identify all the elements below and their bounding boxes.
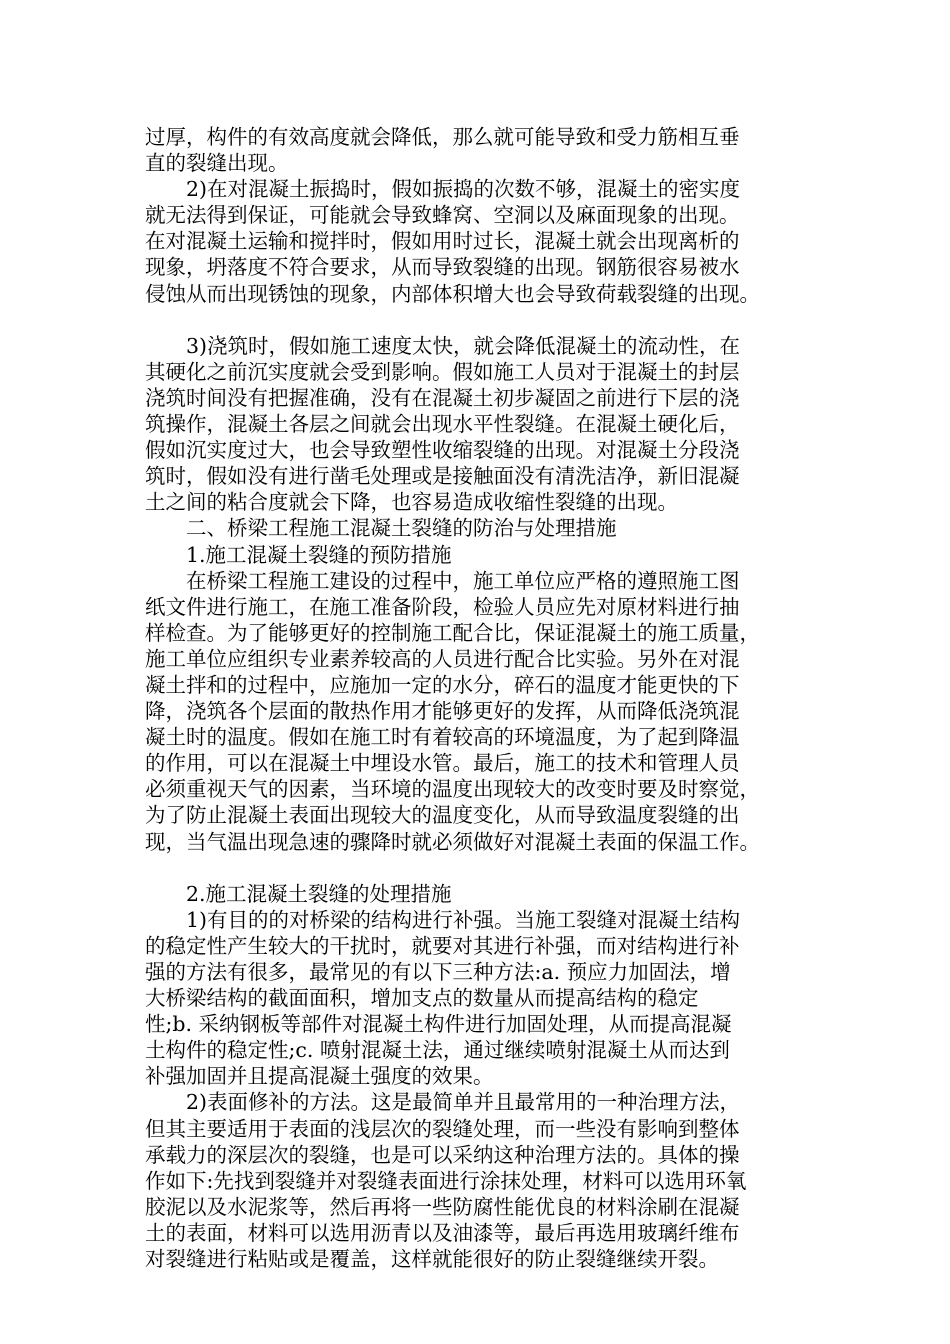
paragraph-prevention [145,568,817,855]
paragraph-vibration [145,176,817,306]
text-line: 降，浇筑各个层面的散热作用才能够更好的发挥，从而降低浇筑混 [145,699,740,724]
text-line: 纸文件进行施工，在施工准备阶段，检验人员应先对原材料进行抽 [145,594,740,619]
text-line: 大桥梁结构的截面面积，增加支点的数量从而提高结构的稳定 [145,986,699,1011]
text-line: 但其主要适用于表面的浅层次的裂缝处理，而一些没有影响到整体 [145,1116,740,1141]
section-heading [145,515,817,541]
subsection-heading-prevention [145,542,817,568]
text-line: 土构件的稳定性;c. 喷射混凝土法，通过继续喷射混凝土从而达到 [145,1038,730,1063]
text-line: 胶泥以及水泥浆等，然后再将一些防腐性能优良的材料涂刷在混凝 [145,1194,740,1219]
text-line: 现，当气温出现急速的骤降时就必须做好对混凝土表面的保温工作。 [145,829,760,854]
heading-text: 1.施工混凝土裂缝的预防措施 [186,542,452,567]
text-line: 样检查。为了能够更好的控制施工配合比，保证混凝土的施工质量， [145,620,760,645]
text-line: 现象，坍落度不符合要求，从而导致裂缝的出现。钢筋很容易被水 [145,255,740,280]
text-line: 必须重视天气的因素，当环境的温度出现较大的改变时要及时察觉， [145,777,760,802]
paragraph-surface-repair [145,1089,817,1272]
text-line: 在对混凝土运输和搅拌时，假如用时过长，混凝土就会出现离析的 [145,229,740,254]
text-line: 的稳定性产生较大的干扰时，就要对其进行补强，而对结构进行补 [145,933,740,958]
text-line: 筑操作，混凝土各层之间就会出现水平性裂缝。在混凝土硬化后， [145,412,740,437]
text-line: 土之间的粘合度就会下降，也容易造成收缩性裂缝的出现。 [145,490,678,515]
text-line: 对裂缝进行粘贴或是覆盖，这样就能很好的防止裂缝继续开裂。 [145,1247,719,1272]
text-line: 补强加固并且提高混凝土强度的效果。 [145,1064,494,1089]
text-line: 3)浇筑时，假如施工速度太快，就会降低混凝土的流动性，在 [186,333,741,358]
text-line: 在桥梁工程施工建设的过程中，施工单位应严格的遵照施工图 [186,568,740,593]
text-line: 侵蚀从而出现锈蚀的现象，内部体积增大也会导致荷载裂缝的出现。 [145,281,760,306]
document-body [145,124,817,1272]
text-line: 性;b. 采纳钢板等部件对混凝土构件进行加固处理，从而提高混凝 [145,1012,732,1037]
text-line: 1)有目的的对桥梁的结构进行补强。当施工裂缝对混凝土结构 [186,907,741,932]
text-line: 就无法得到保证，可能就会导致蜂窝、空洞以及麻面现象的出现。 [145,203,740,228]
text-line: 凝土拌和的过程中，应施加一定的水分，碎石的温度才能更快的下 [145,672,740,697]
paragraph-pouring [145,333,817,516]
heading-text: 2.施工混凝土裂缝的处理措施 [186,881,452,906]
subsection-heading-treatment [145,881,817,907]
text-line: 2)在对混凝土振捣时，假如振捣的次数不够，混凝土的密实度 [186,177,741,202]
text-line: 过厚，构件的有效高度就会降低，那么就可能导致和受力筋相互垂 [145,125,740,149]
text-line: 施工单位应组织专业素养较高的人员进行配合比实验。另外在对混 [145,646,740,671]
text-line: 浇筑时间没有把握准确，没有在混凝土初步凝固之前进行下层的浇 [145,385,740,410]
text-line: 承载力的深层次的裂缝，也是可以采纳这种治理方法的。具体的操 [145,1142,740,1167]
text-line: 的作用，可以在混凝土中埋设水管。最后，施工的技术和管理人员 [145,751,740,776]
text-line: 筑时，假如没有进行凿毛处理或是接触面没有清洗洁净，新旧混凝 [145,464,740,489]
text-line: 凝土时的温度。假如在施工时有着较高的环境温度，为了起到降温 [145,725,740,750]
heading-text: 二、桥梁工程施工混凝土裂缝的防治与处理措施 [186,516,617,541]
text-line: 为了防止混凝土表面出现较大的温度变化，从而导致温度裂缝的出 [145,803,740,828]
text-line: 土的表面，材料可以选用沥青以及油漆等，最后再选用玻璃纤维布 [145,1220,740,1245]
text-line: 直的裂缝出现。 [145,151,289,176]
text-line: 作如下:先找到裂缝并对裂缝表面进行涂抹处理，材料可以选用环氧 [145,1168,747,1193]
text-line: 2)表面修补的方法。这是最简单并且最常用的一种治理方法， [186,1090,741,1115]
text-line: 假如沉实度过大，也会导致塑性收缩裂缝的出现。对混凝土分段浇 [145,438,740,463]
text-line: 强的方法有很多，最常见的有以下三种方法:a. 预应力加固法，增 [145,960,731,984]
paragraph-reinforcement [145,907,817,1090]
text-line: 其硬化之前沉实度就会受到影响。假如施工人员对于混凝土的封层 [145,359,740,384]
paragraph-continuation [145,124,817,176]
